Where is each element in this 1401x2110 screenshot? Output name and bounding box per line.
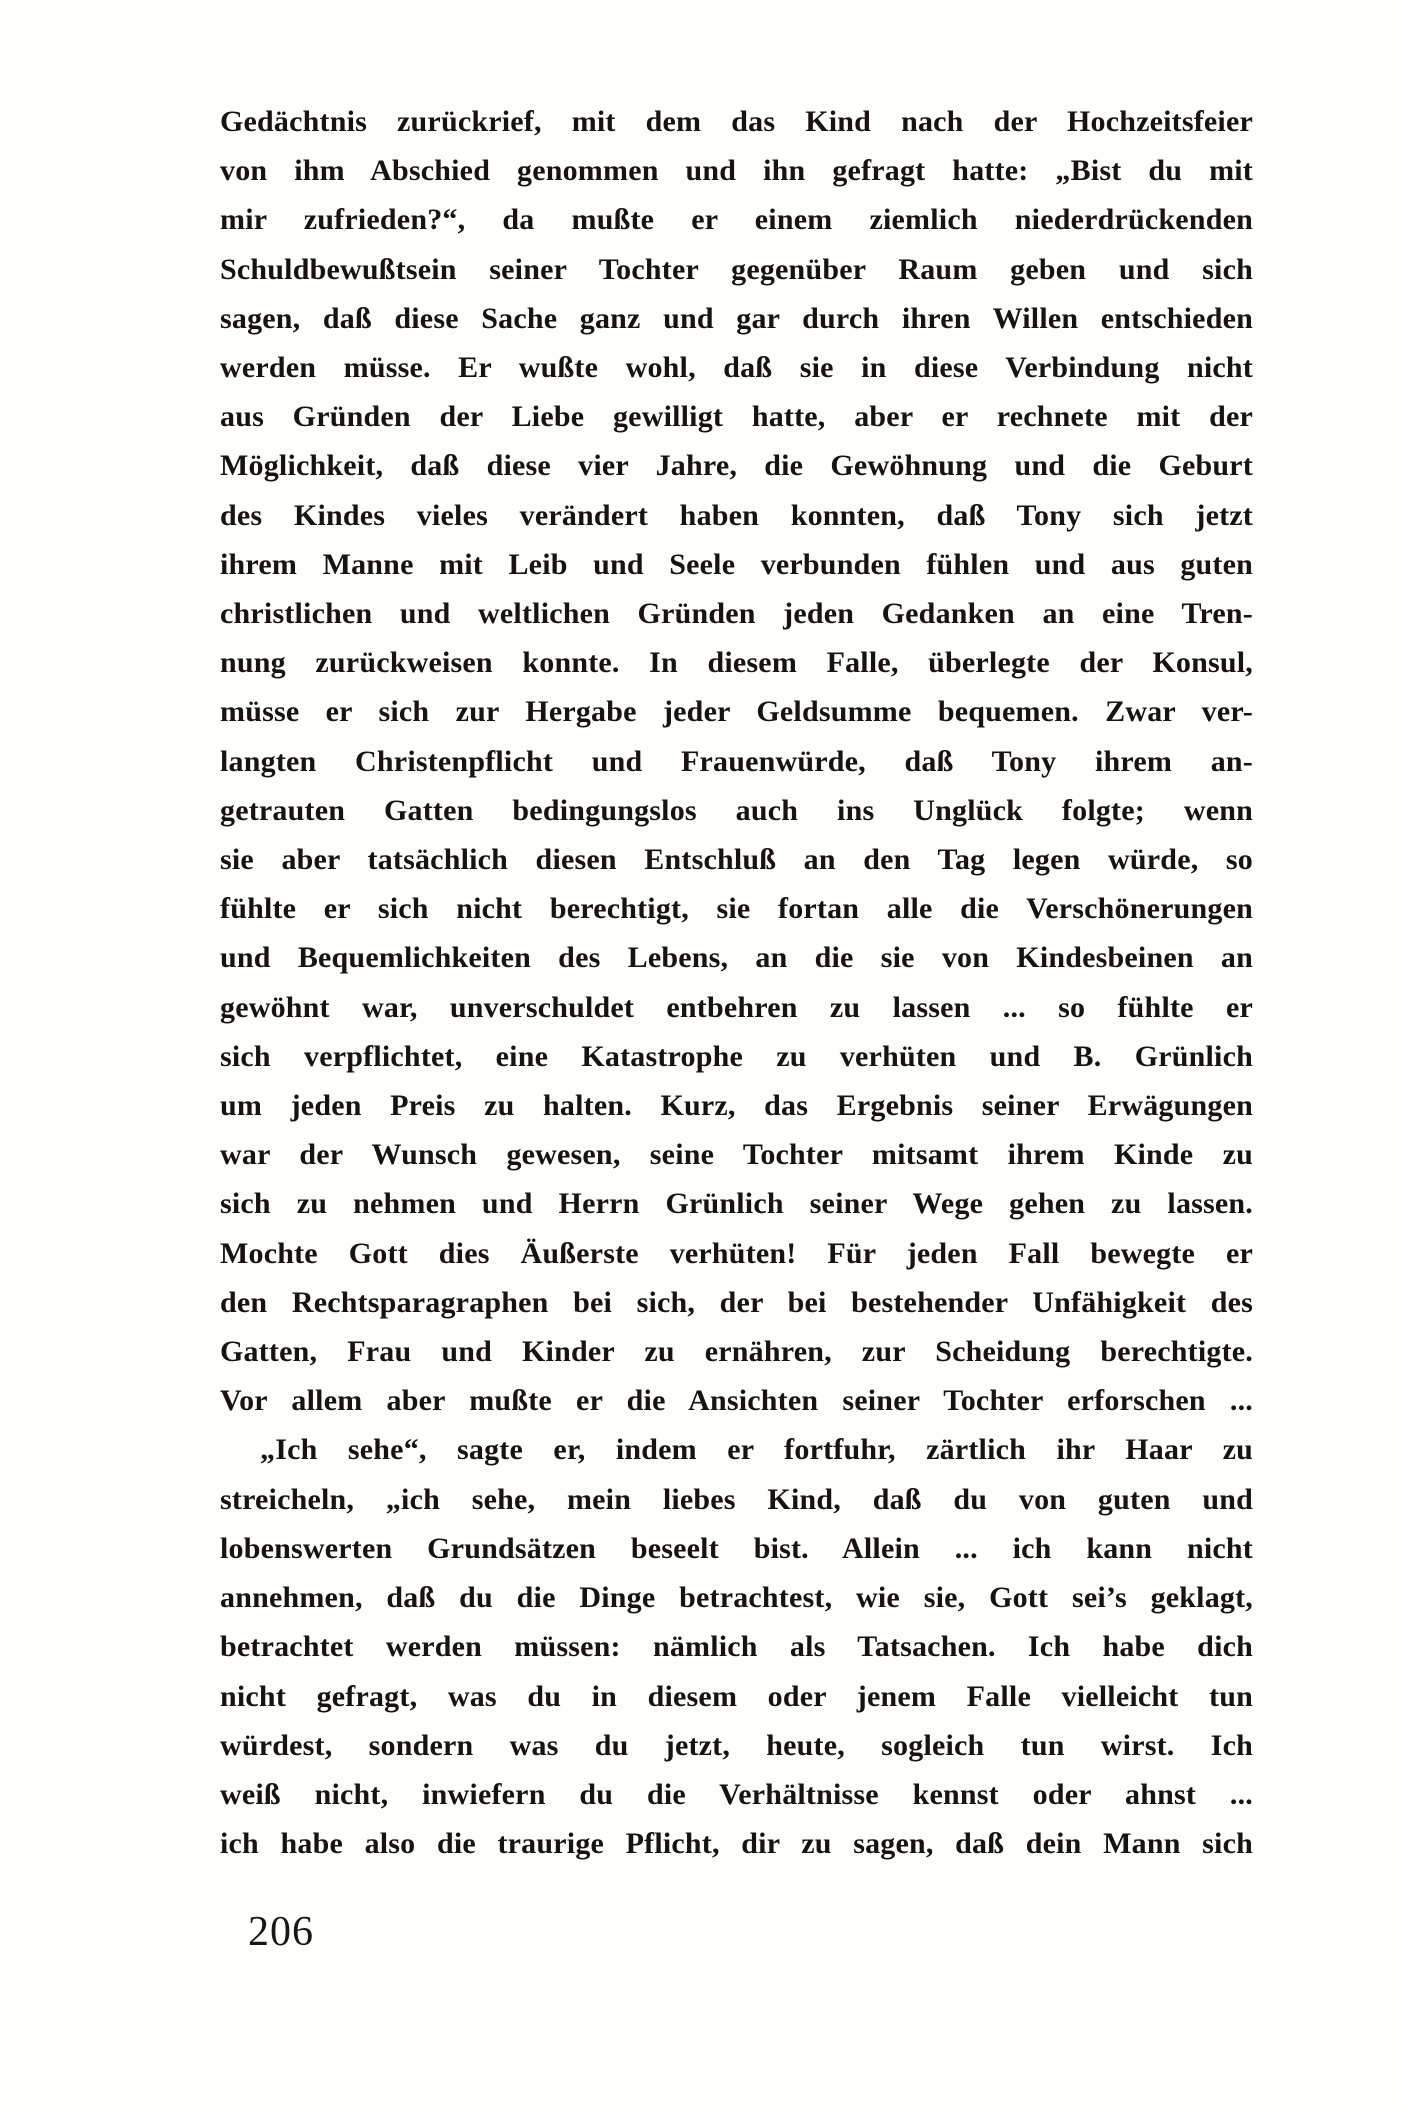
text-line: den Rechtsparagraphen bei sich, der bei bestehender Unfähigkeit des — [220, 1285, 1253, 1319]
text-line: um jeden Preis zu halten. Kurz, das Ergebnis seiner Erwägungen — [220, 1089, 1253, 1123]
text-line: betrachtet werden müssen: nämlich als Tatsachen. Ich habe dich — [220, 1630, 1253, 1664]
text-line: werden müsse. Er wußte wohl, daß sie in diese Verbindung nicht — [220, 351, 1253, 385]
text-line: lobenswerten Grundsätzen beseelt bist. Allein ... ich kann nicht — [220, 1531, 1253, 1565]
text-line: war der Wunsch gewesen, seine Tochter mitsamt ihrem Kinde zu — [220, 1138, 1253, 1172]
text-line: Vor allem aber mußte er die Ansichten seiner Tochter erforschen ... — [220, 1384, 1253, 1418]
text-line: gewöhnt war, unverschuldet entbehren zu lassen ... so fühlte er — [220, 990, 1253, 1024]
text-line: sich verpflichtet, eine Katastrophe zu verhüten und B. Grünlich — [220, 1039, 1253, 1073]
text-line: ich habe also die traurige Pflicht, dir zu sagen, daß dein Mann sich — [220, 1827, 1253, 1861]
text-line: sich zu nehmen und Herrn Grünlich seiner Wege gehen zu lassen. — [220, 1187, 1253, 1221]
text-line: Schuldbewußtsein seiner Tochter gegenüber Raum geben und sich — [220, 252, 1253, 286]
text-line: müsse er sich zur Hergabe jeder Geldsumme bequemen. Zwar ver- — [220, 695, 1253, 729]
text-line: nicht gefragt, was du in diesem oder jenem Falle vielleicht tun — [220, 1679, 1253, 1713]
text-line: Möglichkeit, daß diese vier Jahre, die Gewöhnung und die Geburt — [220, 449, 1253, 483]
text-line: Gedächtnis zurückrief, mit dem das Kind nach der Hochzeitsfeier — [220, 105, 1253, 138]
text-line: „Ich sehe“, sagte er, indem er fortfuhr, zärtlich ihr Haar zu — [260, 1433, 1253, 1467]
text-line: getrauten Gatten bedingungslos auch ins Unglück folgte; wenn — [220, 793, 1253, 827]
text-line: nung zurückweisen konnte. In diesem Falle, überlegte der Konsul, — [220, 646, 1253, 680]
text-line: langten Christenpflicht und Frauenwürde, daß Tony ihrem an- — [220, 744, 1253, 778]
page-number: 206 — [248, 1909, 314, 1955]
paragraph-1 — [220, 97, 1253, 1425]
body-text — [220, 97, 1253, 1868]
text-line: Gatten, Frau und Kinder zu ernähren, zur Scheidung berechtigte. — [220, 1335, 1253, 1369]
text-line: annehmen, daß du die Dinge betrachtest, wie sie, Gott sei’s geklagt, — [220, 1581, 1253, 1615]
text-line: streicheln, „ich sehe, mein liebes Kind, daß du von guten und — [220, 1482, 1253, 1516]
text-line: ihrem Manne mit Leib und Seele verbunden fühlen und aus guten — [220, 547, 1253, 581]
text-line: aus Gründen der Liebe gewilligt hatte, aber er rechnete mit der — [220, 400, 1253, 434]
text-line: mir zufrieden?“, da mußte er einem ziemlich niederdrückenden — [220, 203, 1253, 237]
text-line: und Bequemlichkeiten des Lebens, an die sie von Kindesbeinen an — [220, 941, 1253, 975]
text-line: des Kindes vieles verändert haben konnten, daß Tony sich jetzt — [220, 498, 1253, 532]
text-line: sie aber tatsächlich diesen Entschluß an den Tag legen würde, so — [220, 843, 1253, 877]
text-line: von ihm Abschied genommen und ihn gefragt hatte: „Bist du mit — [220, 154, 1253, 188]
text-line: Mochte Gott dies Äußerste verhüten! Für jeden Fall bewegte er — [220, 1236, 1253, 1270]
paragraph-2 — [220, 1425, 1253, 1868]
text-line: fühlte er sich nicht berechtigt, sie fortan alle die Verschönerungen — [220, 892, 1253, 926]
text-line: sagen, daß diese Sache ganz und gar durch ihren Willen entschieden — [220, 301, 1253, 335]
text-line: weiß nicht, inwiefern du die Verhältnisse kennst oder ahnst ... — [220, 1777, 1253, 1811]
text-line: christlichen und weltlichen Gründen jeden Gedanken an eine Tren- — [220, 597, 1253, 631]
text-line: würdest, sondern was du jetzt, heute, sogleich tun wirst. Ich — [220, 1728, 1253, 1762]
